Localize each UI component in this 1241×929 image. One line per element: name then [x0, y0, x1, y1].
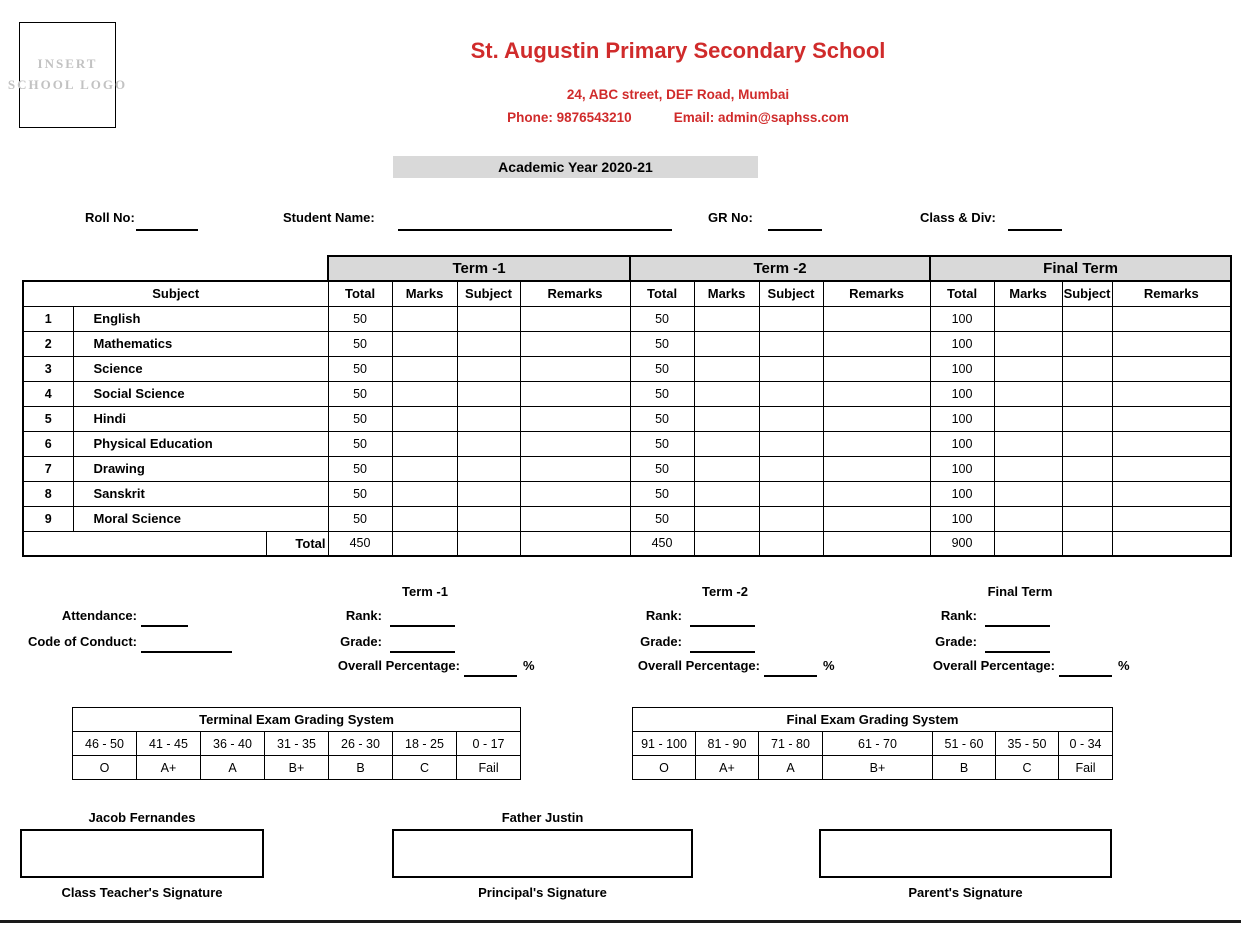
- subject-name: Physical Education: [73, 431, 328, 456]
- gr-no-field[interactable]: [768, 229, 822, 231]
- term2-remarks-cell[interactable]: [823, 381, 930, 406]
- term1-rank-label: Rank:: [345, 608, 382, 623]
- grade-cell: B: [933, 756, 996, 780]
- term1-remarks-cell[interactable]: [520, 506, 630, 531]
- term1-remarks-cell[interactable]: [520, 481, 630, 506]
- term1-total-value: 50: [328, 381, 392, 406]
- final-term-banner: Final Term: [930, 256, 1231, 281]
- term2-marks-cell[interactable]: [694, 306, 759, 331]
- final-total-value: 100: [930, 306, 994, 331]
- table-row: [23, 306, 1231, 331]
- term1-grade-total-cell[interactable]: [457, 531, 520, 556]
- range-cell: 36 - 40: [201, 732, 265, 756]
- term2-remarks-cell[interactable]: [823, 356, 930, 381]
- total-row-spacer: [23, 531, 266, 556]
- table-row: [23, 356, 1231, 381]
- class-div-field[interactable]: [1008, 229, 1062, 231]
- term2-grade-cell[interactable]: [759, 381, 823, 406]
- principal-name: Father Justin: [501, 810, 584, 825]
- roll-no-label: Roll No:: [85, 210, 135, 225]
- row-number: 7: [23, 456, 73, 481]
- summary-term1-title: Term -1: [402, 584, 448, 599]
- term1-subject-header: Subject: [457, 281, 520, 306]
- term2-marks-cell[interactable]: [694, 406, 759, 431]
- gr-no-label: GR No:: [708, 210, 753, 225]
- final-grade-cell[interactable]: [1062, 406, 1112, 431]
- final-total-value: 100: [930, 431, 994, 456]
- school-email: Email: admin@saphss.com: [673, 110, 849, 125]
- class-teacher-signature-caption: Class Teacher's Signature: [61, 885, 223, 900]
- final-remarks-cell[interactable]: [1112, 431, 1231, 456]
- term1-remarks-cell[interactable]: [520, 306, 630, 331]
- class-teacher-name: Jacob Fernandes: [88, 810, 196, 825]
- range-cell: 61 - 70: [823, 732, 933, 756]
- term2-remarks-cell[interactable]: [823, 406, 930, 431]
- terminal-grading-title: Terminal Exam Grading System: [73, 708, 521, 732]
- range-cell: 18 - 25: [393, 732, 457, 756]
- term1-remarks-total-cell[interactable]: [520, 531, 630, 556]
- term1-total-value: 50: [328, 456, 392, 481]
- subject-name: Science: [73, 356, 328, 381]
- school-logo-placeholder[interactable]: [7, 22, 128, 128]
- final-remarks-cell[interactable]: [1112, 456, 1231, 481]
- term1-remarks-cell[interactable]: [520, 356, 630, 381]
- parent-signature-caption: Parent's Signature: [908, 885, 1023, 900]
- term1-total-value: 50: [328, 406, 392, 431]
- final-remarks-cell[interactable]: [1112, 506, 1231, 531]
- term1-total-value: 50: [328, 356, 392, 381]
- final-grading-title: Final Exam Grading System: [633, 708, 1113, 732]
- grade-cell: A: [201, 756, 265, 780]
- subject-name: Social Science: [73, 381, 328, 406]
- school-phone: Phone: 9876543210: [507, 110, 632, 125]
- final-grade-cell[interactable]: [1062, 456, 1112, 481]
- final-total-value: 100: [930, 406, 994, 431]
- grade-cell: A+: [696, 756, 759, 780]
- term1-marks-cell[interactable]: [392, 356, 457, 381]
- grade-cell: Fail: [457, 756, 521, 780]
- term2-marks-cell[interactable]: [694, 381, 759, 406]
- term2-total-value: 50: [630, 406, 694, 431]
- final-overall-field[interactable]: [1059, 675, 1112, 677]
- range-cell: 46 - 50: [73, 732, 137, 756]
- grade-cell: O: [633, 756, 696, 780]
- total-row-label: Total: [266, 531, 328, 556]
- term2-marks-cell[interactable]: [694, 356, 759, 381]
- final-grade-total-cell[interactable]: [1062, 531, 1112, 556]
- term2-subject-header: Subject: [759, 281, 823, 306]
- final-total-value: 100: [930, 481, 994, 506]
- term2-banner: Term -2: [630, 256, 930, 281]
- term2-marks-cell[interactable]: [694, 331, 759, 356]
- term2-overall-field[interactable]: [764, 675, 817, 677]
- final-ranges-row: [633, 732, 1113, 756]
- final-remarks-cell[interactable]: [1112, 331, 1231, 356]
- summary-term2-title: Term -2: [702, 584, 748, 599]
- subject-column-header: Subject: [23, 281, 328, 306]
- term1-grade-cell[interactable]: [457, 506, 520, 531]
- term2-grade-cell[interactable]: [759, 431, 823, 456]
- final-grades-row: [633, 756, 1113, 780]
- term1-grand-total: 450: [328, 531, 392, 556]
- term1-marks-cell[interactable]: [392, 506, 457, 531]
- total-row: [23, 531, 1231, 556]
- term1-total-header: Total: [328, 281, 392, 306]
- final-marks-cell[interactable]: [994, 306, 1062, 331]
- column-header-row: [23, 281, 1231, 306]
- academic-year-banner: Academic Year 2020-21: [393, 156, 758, 178]
- term1-marks-cell[interactable]: [392, 406, 457, 431]
- final-total-header: Total: [930, 281, 994, 306]
- grade-cell: C: [996, 756, 1059, 780]
- final-grading-table: [632, 707, 1113, 780]
- final-total-value: 100: [930, 381, 994, 406]
- code-of-conduct-label: Code of Conduct:: [27, 634, 137, 649]
- term2-grade-cell[interactable]: [759, 331, 823, 356]
- final-grade-label: Grade:: [935, 634, 977, 649]
- grade-cell: B+: [265, 756, 329, 780]
- term2-grade-cell[interactable]: [759, 406, 823, 431]
- term2-total-value: 50: [630, 431, 694, 456]
- final-grade-cell[interactable]: [1062, 506, 1112, 531]
- class-div-label: Class & Div:: [920, 210, 996, 225]
- term2-remarks-total-cell[interactable]: [823, 531, 930, 556]
- range-cell: 71 - 80: [759, 732, 823, 756]
- final-marks-cell[interactable]: [994, 331, 1062, 356]
- final-grade-cell[interactable]: [1062, 331, 1112, 356]
- term2-remarks-cell[interactable]: [823, 431, 930, 456]
- final-remarks-total-cell[interactable]: [1112, 531, 1231, 556]
- table-row: [23, 506, 1231, 531]
- range-cell: 0 - 17: [457, 732, 521, 756]
- row-number: 4: [23, 381, 73, 406]
- final-subject-header: Subject: [1062, 281, 1112, 306]
- final-marks-header: Marks: [994, 281, 1062, 306]
- term1-marks-cell[interactable]: [392, 306, 457, 331]
- final-marks-cell[interactable]: [994, 456, 1062, 481]
- row-number: 3: [23, 356, 73, 381]
- term1-marks-cell[interactable]: [392, 456, 457, 481]
- final-total-value: 100: [930, 456, 994, 481]
- final-overall-label: Overall Percentage:: [932, 658, 1055, 673]
- student-name-field[interactable]: [398, 229, 672, 231]
- term1-rank-field[interactable]: [390, 625, 455, 627]
- term-banner-row: [23, 256, 1231, 281]
- final-remarks-cell[interactable]: [1112, 381, 1231, 406]
- school-contact: [400, 110, 956, 125]
- table-row: [23, 381, 1231, 406]
- term1-marks-cell[interactable]: [392, 431, 457, 456]
- term2-grade-total-cell[interactable]: [759, 531, 823, 556]
- term2-percent-sign: %: [823, 658, 835, 673]
- term1-grade-cell[interactable]: [457, 431, 520, 456]
- term2-marks-cell[interactable]: [694, 481, 759, 506]
- range-cell: 51 - 60: [933, 732, 996, 756]
- term1-overall-field[interactable]: [464, 675, 517, 677]
- class-teacher-signature-box[interactable]: [20, 829, 264, 878]
- school-name: St. Augustin Primary Secondary School: [470, 38, 886, 63]
- attendance-field[interactable]: [141, 625, 188, 627]
- grade-cell: O: [73, 756, 137, 780]
- attendance-label: Attendance:: [61, 608, 137, 623]
- code-of-conduct-field[interactable]: [141, 651, 232, 653]
- final-marks-total-cell[interactable]: [994, 531, 1062, 556]
- principal-signature-caption: Principal's Signature: [478, 885, 607, 900]
- final-marks-cell[interactable]: [994, 506, 1062, 531]
- marks-table: [22, 255, 1232, 557]
- table-row: [23, 456, 1231, 481]
- grade-cell: A+: [137, 756, 201, 780]
- final-marks-cell[interactable]: [994, 356, 1062, 381]
- term2-marks-cell[interactable]: [694, 456, 759, 481]
- term1-total-value: 50: [328, 331, 392, 356]
- range-cell: 35 - 50: [996, 732, 1059, 756]
- final-marks-cell[interactable]: [994, 431, 1062, 456]
- table-row: [23, 481, 1231, 506]
- range-cell: 0 - 34: [1059, 732, 1113, 756]
- grade-cell: Fail: [1059, 756, 1113, 780]
- term1-total-value: 50: [328, 306, 392, 331]
- term1-remarks-cell[interactable]: [520, 331, 630, 356]
- term1-total-value: 50: [328, 506, 392, 531]
- banner-spacer: [23, 256, 328, 281]
- term1-marks-total-cell[interactable]: [392, 531, 457, 556]
- row-number: 5: [23, 406, 73, 431]
- roll-no-field[interactable]: [136, 229, 198, 231]
- term1-grade-label: Grade:: [340, 634, 382, 649]
- term1-remarks-cell[interactable]: [520, 431, 630, 456]
- term1-banner: Term -1: [328, 256, 630, 281]
- term2-grade-cell[interactable]: [759, 356, 823, 381]
- term2-total-value: 50: [630, 356, 694, 381]
- subject-name: Mathematics: [73, 331, 328, 356]
- term1-total-value: 50: [328, 431, 392, 456]
- final-grade-cell[interactable]: [1062, 481, 1112, 506]
- row-number: 2: [23, 331, 73, 356]
- final-remarks-cell[interactable]: [1112, 306, 1231, 331]
- term2-remarks-cell[interactable]: [823, 456, 930, 481]
- term2-grade-cell[interactable]: [759, 306, 823, 331]
- term1-marks-cell[interactable]: [392, 331, 457, 356]
- subject-name: Moral Science: [73, 506, 328, 531]
- term2-marks-header: Marks: [694, 281, 759, 306]
- term1-grade-cell[interactable]: [457, 306, 520, 331]
- final-remarks-cell[interactable]: [1112, 356, 1231, 381]
- row-number: 6: [23, 431, 73, 456]
- bottom-divider: [0, 920, 1241, 923]
- final-grade-cell[interactable]: [1062, 306, 1112, 331]
- term2-total-value: 50: [630, 306, 694, 331]
- term2-rank-field[interactable]: [690, 625, 755, 627]
- term2-grand-total: 450: [630, 531, 694, 556]
- row-number: 9: [23, 506, 73, 531]
- grade-cell: B+: [823, 756, 933, 780]
- term2-total-value: 50: [630, 506, 694, 531]
- final-grade-cell[interactable]: [1062, 431, 1112, 456]
- range-cell: 41 - 45: [137, 732, 201, 756]
- term1-percent-sign: %: [523, 658, 535, 673]
- final-percent-sign: %: [1118, 658, 1130, 673]
- term1-overall-label: Overall Percentage:: [337, 658, 460, 673]
- final-rank-label: Rank:: [940, 608, 977, 623]
- subject-name: Sanskrit: [73, 481, 328, 506]
- term2-total-value: 50: [630, 331, 694, 356]
- term1-grade-cell[interactable]: [457, 356, 520, 381]
- term1-grade-cell[interactable]: [457, 456, 520, 481]
- parent-signature-box[interactable]: [819, 829, 1112, 878]
- logo-text-line1: INSERT: [37, 56, 98, 72]
- row-number: 1: [23, 306, 73, 331]
- final-rank-field[interactable]: [985, 625, 1050, 627]
- terminal-grades-row: [73, 756, 521, 780]
- term2-remarks-cell[interactable]: [823, 306, 930, 331]
- term2-grade-field[interactable]: [690, 651, 755, 653]
- term2-remarks-cell[interactable]: [823, 331, 930, 356]
- term2-total-header: Total: [630, 281, 694, 306]
- final-total-value: 100: [930, 331, 994, 356]
- final-grand-total: 900: [930, 531, 994, 556]
- term1-grade-cell[interactable]: [457, 331, 520, 356]
- final-grade-field[interactable]: [985, 651, 1050, 653]
- table-row: [23, 406, 1231, 431]
- final-marks-cell[interactable]: [994, 381, 1062, 406]
- term1-marks-cell[interactable]: [392, 381, 457, 406]
- range-cell: 91 - 100: [633, 732, 696, 756]
- term2-remarks-header: Remarks: [823, 281, 930, 306]
- final-remarks-cell[interactable]: [1112, 481, 1231, 506]
- term2-remarks-cell[interactable]: [823, 481, 930, 506]
- final-marks-cell[interactable]: [994, 481, 1062, 506]
- student-name-label: Student Name:: [283, 210, 375, 225]
- row-number: 8: [23, 481, 73, 506]
- term2-marks-cell[interactable]: [694, 431, 759, 456]
- school-address: 24, ABC street, DEF Road, Mumbai: [566, 87, 790, 102]
- grade-cell: A: [759, 756, 823, 780]
- term1-remarks-cell[interactable]: [520, 406, 630, 431]
- term2-total-value: 50: [630, 456, 694, 481]
- subject-name: Hindi: [73, 406, 328, 431]
- final-total-value: 100: [930, 506, 994, 531]
- subject-name: English: [73, 306, 328, 331]
- final-total-value: 100: [930, 356, 994, 381]
- term1-grade-cell[interactable]: [457, 481, 520, 506]
- range-cell: 26 - 30: [329, 732, 393, 756]
- table-row: [23, 331, 1231, 356]
- term1-remarks-cell[interactable]: [520, 456, 630, 481]
- summary-final-title: Final Term: [987, 584, 1053, 599]
- final-remarks-cell[interactable]: [1112, 406, 1231, 431]
- terminal-grading-table: [72, 707, 521, 780]
- final-marks-cell[interactable]: [994, 406, 1062, 431]
- term2-grade-cell[interactable]: [759, 506, 823, 531]
- term1-remarks-header: Remarks: [520, 281, 630, 306]
- logo-text-line2: SCHOOL LOGO: [7, 77, 128, 92]
- term2-total-value: 50: [630, 381, 694, 406]
- term1-total-value: 50: [328, 481, 392, 506]
- subject-name: Drawing: [73, 456, 328, 481]
- term2-remarks-cell[interactable]: [823, 506, 930, 531]
- term1-grade-cell[interactable]: [457, 406, 520, 431]
- term2-rank-label: Rank:: [645, 608, 682, 623]
- term2-grade-cell[interactable]: [759, 456, 823, 481]
- term1-remarks-cell[interactable]: [520, 381, 630, 406]
- range-cell: 31 - 35: [265, 732, 329, 756]
- term1-marks-cell[interactable]: [392, 481, 457, 506]
- grade-cell: C: [393, 756, 457, 780]
- term2-total-value: 50: [630, 481, 694, 506]
- term2-grade-cell[interactable]: [759, 481, 823, 506]
- term2-marks-cell[interactable]: [694, 506, 759, 531]
- range-cell: 81 - 90: [696, 732, 759, 756]
- term1-marks-header: Marks: [392, 281, 457, 306]
- principal-signature-box[interactable]: [392, 829, 693, 878]
- term1-grade-cell[interactable]: [457, 381, 520, 406]
- term1-grade-field[interactable]: [390, 651, 455, 653]
- terminal-ranges-row: [73, 732, 521, 756]
- table-row: [23, 431, 1231, 456]
- final-grade-cell[interactable]: [1062, 381, 1112, 406]
- term2-marks-total-cell[interactable]: [694, 531, 759, 556]
- grade-cell: B: [329, 756, 393, 780]
- final-remarks-header: Remarks: [1112, 281, 1231, 306]
- term2-grade-label: Grade:: [640, 634, 682, 649]
- final-grade-cell[interactable]: [1062, 356, 1112, 381]
- term2-overall-label: Overall Percentage:: [637, 658, 760, 673]
